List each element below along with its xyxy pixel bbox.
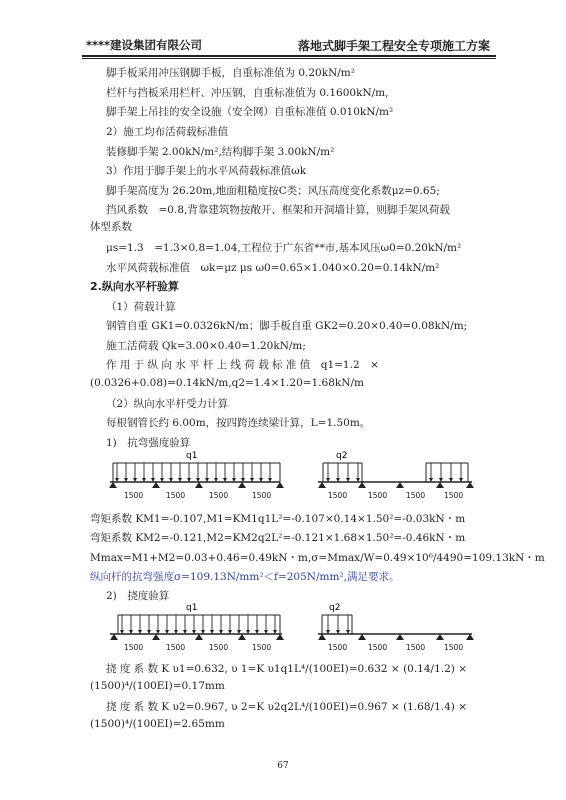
text-line: 水平风荷载标准值 ωk=μz μs ω0=0.65×1.040×0.20=0.14kN/m² bbox=[106, 262, 440, 274]
text-line: 挠 度 系 数 K υ2=0.967, υ 2=K υ2q2L⁴/(100EI)=0.967 × (1.68/1.4) × bbox=[106, 701, 468, 713]
text-line: 弯矩系数 KM2=-0.121,M2=KM2q2L²=-0.121×1.68×1.50²=-0.46kN・m bbox=[90, 532, 466, 544]
text-line: 1) 抗弯强度验算 bbox=[106, 437, 191, 449]
span-label: 1500 bbox=[368, 491, 388, 500]
text-line: 弯矩系数 KM1=-0.107,M1=KM1q1L²=-0.107×0.14×1.50²=-0.03kN・m bbox=[90, 513, 466, 525]
text-line: 装修脚手架 2.00kN/m²,结构脚手架 3.00kN/m² bbox=[106, 146, 335, 158]
text-line: 作 用 于 纵 向 水 平 杆 上 线 荷 载 标 准 值 q1=1.2 × bbox=[106, 359, 379, 371]
beam-diagram-strength bbox=[100, 448, 480, 503]
support-icon bbox=[110, 634, 118, 640]
support-icon bbox=[466, 482, 474, 488]
span-label: 1500 bbox=[444, 491, 464, 500]
header-rule-thin bbox=[82, 58, 496, 59]
support-icon bbox=[436, 634, 444, 640]
span-label: 1500 bbox=[124, 643, 144, 652]
text-line: 施工活荷载 Qk=3.00×0.40=1.20kN/m; bbox=[106, 340, 306, 352]
span-label: 1500 bbox=[444, 643, 464, 652]
support-icon bbox=[152, 482, 160, 488]
support-icon bbox=[276, 482, 284, 488]
text-line: 栏杆与挡板采用栏杆、冲压钢，自重标准值为 0.1600kN/m, bbox=[106, 87, 389, 99]
text-line: （1）荷载计算 bbox=[106, 301, 176, 313]
conclusion-line: 纵向杆的抗弯强度σ=109.13N/mm²＜f=205N/mm²,满足要求。 bbox=[90, 571, 400, 583]
text-line: 挡风系数 =0.8,背靠建筑物按敞开、框架和开洞墙计算，则脚手架风荷载 bbox=[106, 204, 450, 216]
section-heading: 2.纵向水平杆验算 bbox=[90, 280, 179, 293]
load-label-q1: q1 bbox=[186, 451, 198, 461]
support-icon bbox=[396, 634, 404, 640]
span-label: 1500 bbox=[166, 643, 186, 652]
text-line: 2) 挠度验算 bbox=[106, 590, 170, 602]
support-icon bbox=[318, 482, 326, 488]
span-label: 1500 bbox=[406, 643, 426, 652]
support-icon bbox=[358, 634, 366, 640]
text-line: μs=1.3 =1.3×0.8=1.04,工程位于广东省**市,基本风压ω0=0.20kN/m² bbox=[106, 242, 462, 254]
support-icon bbox=[195, 634, 203, 640]
support-icon bbox=[238, 482, 246, 488]
page-number: 67 bbox=[277, 761, 289, 771]
support-icon bbox=[466, 634, 474, 640]
text-line: 每根钢管长约 6.00m，按四跨连续梁计算，L=1.50m。 bbox=[106, 417, 371, 429]
text-line: (1500)⁴/(100EI)=0.17mm bbox=[90, 680, 225, 692]
text-line: 脚手板采用冲压钢脚手板，自重标准值为 0.20kN/m² bbox=[106, 67, 355, 79]
span-label: 1500 bbox=[406, 491, 426, 500]
span-label: 1500 bbox=[209, 491, 229, 500]
text-line: 体型系数 bbox=[90, 221, 132, 233]
text-line: (0.0326+0.08)=0.14kN/m,q2=1.4×1.20=1.68kN/m bbox=[90, 377, 364, 389]
support-icon bbox=[238, 634, 246, 640]
text-line: (1500)⁴/(100EI)=2.65mm bbox=[90, 718, 225, 730]
beam-diagram-deflection bbox=[100, 600, 480, 655]
load-label-q2: q2 bbox=[329, 603, 341, 613]
text-line: 脚手架上吊挂的安全设施（安全网）自重标准值 0.010kN/m² bbox=[106, 106, 394, 118]
document-title: 落地式脚手架工程安全专项施工方案 bbox=[297, 39, 490, 53]
span-label: 1500 bbox=[209, 643, 229, 652]
load-label-q1: q1 bbox=[186, 603, 198, 613]
span-label: 1500 bbox=[252, 491, 272, 500]
text-line: Mmax=M1+M2=0.03+0.46=0.49kN・m,σ=Mmax/W=0.49×10⁶/4490=109.13kN・m bbox=[90, 552, 545, 564]
text-line: 挠 度 系 数 K υ1=0.632, υ 1=K υ1q1L⁴/(100EI)=0.632 × (0.14/1.2) × bbox=[106, 663, 468, 675]
support-icon bbox=[195, 482, 203, 488]
text-line: 钢管自重 GK1=0.0326kN/m；脚手板自重 GK2=0.20×0.40=0.08kN/m; bbox=[106, 320, 468, 332]
span-label: 1500 bbox=[368, 643, 388, 652]
load-label-q2: q2 bbox=[336, 451, 348, 461]
support-icon bbox=[436, 482, 444, 488]
span-label: 1500 bbox=[328, 643, 348, 652]
span-label: 1500 bbox=[328, 491, 348, 500]
company-name: ****建设集团有限公司 bbox=[86, 38, 203, 52]
text-line: （2）纵向水平杆受力计算 bbox=[106, 398, 229, 410]
text-line: 2）施工均布活荷载标准值 bbox=[106, 126, 229, 138]
text-line: 脚手架高度为 26.20m,地面粗糙度按C类；风压高度变化系数μz=0.65; bbox=[106, 185, 440, 197]
support-icon bbox=[358, 482, 366, 488]
span-label: 1500 bbox=[124, 491, 144, 500]
support-icon bbox=[152, 634, 160, 640]
support-icon bbox=[396, 482, 404, 488]
header-rule bbox=[82, 55, 496, 57]
support-icon bbox=[276, 634, 284, 640]
support-icon bbox=[109, 482, 117, 488]
span-label: 1500 bbox=[252, 643, 272, 652]
text-line: 3）作用于脚手架上的水平风荷载标准值ωk bbox=[106, 165, 307, 177]
span-label: 1500 bbox=[166, 491, 186, 500]
support-icon bbox=[318, 634, 326, 640]
